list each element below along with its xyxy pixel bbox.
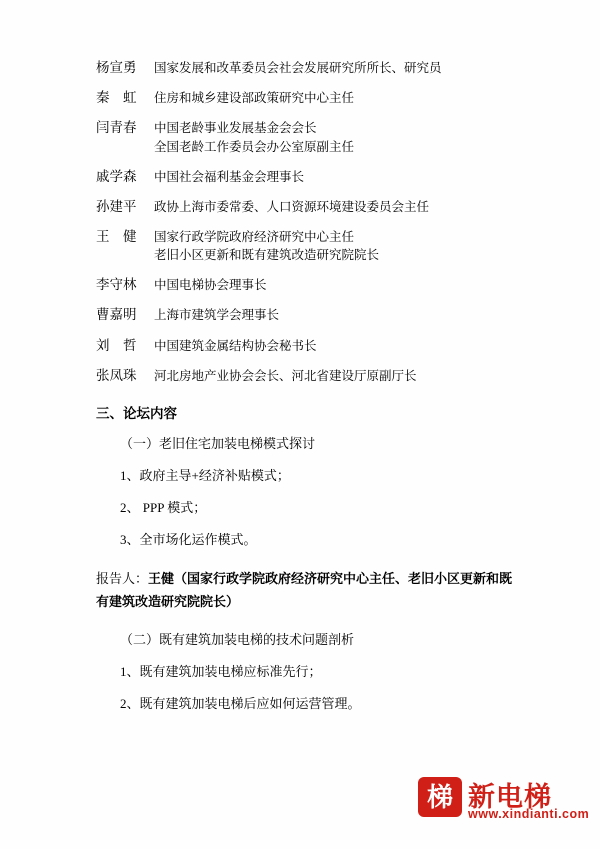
roster-title: 住房和城乡建设部政策研究中心主任 <box>154 91 355 106</box>
roster-title: 政协上海市委常委、人口资源环境建设委员会主任 <box>154 199 430 214</box>
roster-row <box>96 90 516 106</box>
section-heading: 三、论坛内容 <box>96 405 177 421</box>
topic-one-item: 1、政府主导+经济补贴模式； <box>120 467 290 483</box>
roster-name: 刘 哲 <box>96 337 137 353</box>
roster-title: 国家发展和改革委员会社会发展研究所所长、研究员 <box>154 61 442 75</box>
roster-title-continued: 全国老龄工作委员会办公室原副主任 <box>154 139 355 154</box>
roster-name: 闫青春 <box>96 120 137 136</box>
roster-title: 中国建筑金属结构协会秘书长 <box>154 338 317 353</box>
roster-row <box>96 60 516 76</box>
roster-name: 戚学森 <box>96 168 137 184</box>
watermark <box>418 777 588 829</box>
topic-two-item: 1、既有建筑加装电梯应标准先行； <box>120 663 322 679</box>
topic-two-item: 2、既有建筑加装电梯后应如何运营管理。 <box>120 695 361 711</box>
roster-row <box>96 120 516 136</box>
roster-title: 河北房地产业协会会长、河北省建设厅原副厅长 <box>154 368 417 383</box>
topic-one-item: 2、 PPP 模式； <box>120 499 207 515</box>
roster-row <box>96 277 516 293</box>
document-body <box>96 60 516 728</box>
roster-title: 中国社会福利基金会理事长 <box>154 169 305 184</box>
roster-row <box>96 307 516 323</box>
watermark-logo-icon: 梯 <box>418 777 462 817</box>
roster-title: 中国电梯协会理事长 <box>154 278 267 293</box>
roster-title: 中国老龄事业发展基金会会长 <box>154 121 317 136</box>
roster-name: 张凤珠 <box>96 367 137 383</box>
watermark-url: www.xindianti.com <box>468 807 590 821</box>
roster-name: 李守林 <box>96 277 137 293</box>
topic-two-title: （二）既有建筑加装电梯的技术问题剖析 <box>120 631 355 647</box>
topic-one-title: （一）老旧住宅加装电梯模式探讨 <box>120 435 316 451</box>
roster-row <box>96 368 516 384</box>
roster-row <box>96 229 516 245</box>
roster-name: 秦 虹 <box>96 90 137 106</box>
roster-title: 国家行政学院政府经济研究中心主任 <box>154 229 355 244</box>
roster-name: 曹嘉明 <box>96 307 137 323</box>
watermark-title: 新电梯 <box>468 782 552 812</box>
speaker-block <box>96 568 516 614</box>
roster-title: 上海市建筑学会理事长 <box>154 308 280 323</box>
roster-name: 孙建平 <box>96 198 137 214</box>
speaker-name: 王健（国家行政学院政府经济研究中心主任、老旧小区更新和既有建筑改造研究院院长） <box>96 571 513 610</box>
roster-name: 杨宣勇 <box>96 60 137 75</box>
roster-row <box>96 338 516 354</box>
roster-name: 王 健 <box>96 228 137 244</box>
roster-row <box>96 199 516 215</box>
roster-row <box>96 169 516 185</box>
speaker-label: 报告人： <box>96 571 149 587</box>
roster-title-continued: 老旧小区更新和既有建筑改造研究院院长 <box>154 248 380 263</box>
topic-one-item: 3、全市场化运作模式。 <box>120 531 257 547</box>
